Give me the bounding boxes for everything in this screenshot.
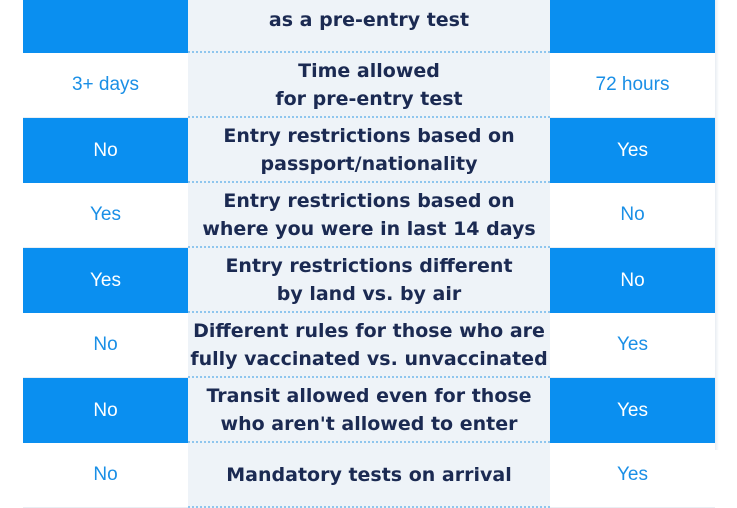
left-cell: Yes: [23, 248, 188, 313]
question-cell: [188, 53, 550, 118]
question-line: passport/nationality: [260, 152, 478, 175]
table-row: [23, 183, 715, 248]
left-cell: No: [23, 443, 188, 508]
table-row: [23, 443, 715, 508]
right-cell: Yes: [550, 313, 715, 378]
left-cell: No: [23, 313, 188, 378]
table-row: [23, 313, 715, 378]
right-cell: Yes: [550, 118, 715, 183]
question-cell: [188, 443, 550, 508]
question-line: Time allowed: [298, 59, 440, 82]
table-row: [23, 248, 715, 313]
question-cell: [188, 248, 550, 313]
right-cell: No: [550, 183, 715, 248]
left-cell: No: [23, 378, 188, 443]
right-cell: Yes: [550, 443, 715, 508]
right-cell: Yes: [550, 378, 715, 443]
question-line: Transit allowed even for those: [206, 384, 532, 407]
question-line: Entry restrictions based on: [223, 189, 515, 212]
right-cell: [550, 0, 715, 53]
left-cell: 3+ days: [23, 53, 188, 118]
question-cell: [188, 0, 550, 53]
right-cell: 72 hours: [550, 53, 715, 118]
question-line: for pre-entry test: [275, 87, 463, 110]
question-cell: [188, 378, 550, 443]
question-line: Entry restrictions based on: [223, 124, 515, 147]
table-row: [23, 378, 715, 443]
table-edge-shadow: [715, 0, 719, 450]
left-cell: [23, 0, 188, 53]
table-row: [23, 118, 715, 183]
question-line: fully vaccinated vs. unvaccinated: [190, 347, 548, 370]
left-cell: Yes: [23, 183, 188, 248]
question-line: where you were in last 14 days: [202, 217, 536, 240]
left-cell: No: [23, 118, 188, 183]
question-line: by land vs. by air: [276, 282, 462, 305]
comparison-table: [23, 0, 715, 508]
question-line: as a pre-entry test: [268, 8, 470, 31]
question-line: who aren't allowed to enter: [220, 412, 518, 435]
table-row: [23, 0, 715, 53]
question-cell: [188, 183, 550, 248]
question-cell: [188, 313, 550, 378]
question-line: Different rules for those who are: [193, 319, 545, 342]
question-line: Mandatory tests on arrival: [226, 463, 512, 486]
question-line: Entry restrictions different: [225, 254, 513, 277]
table-row: [23, 53, 715, 118]
right-cell: No: [550, 248, 715, 313]
question-cell: [188, 118, 550, 183]
